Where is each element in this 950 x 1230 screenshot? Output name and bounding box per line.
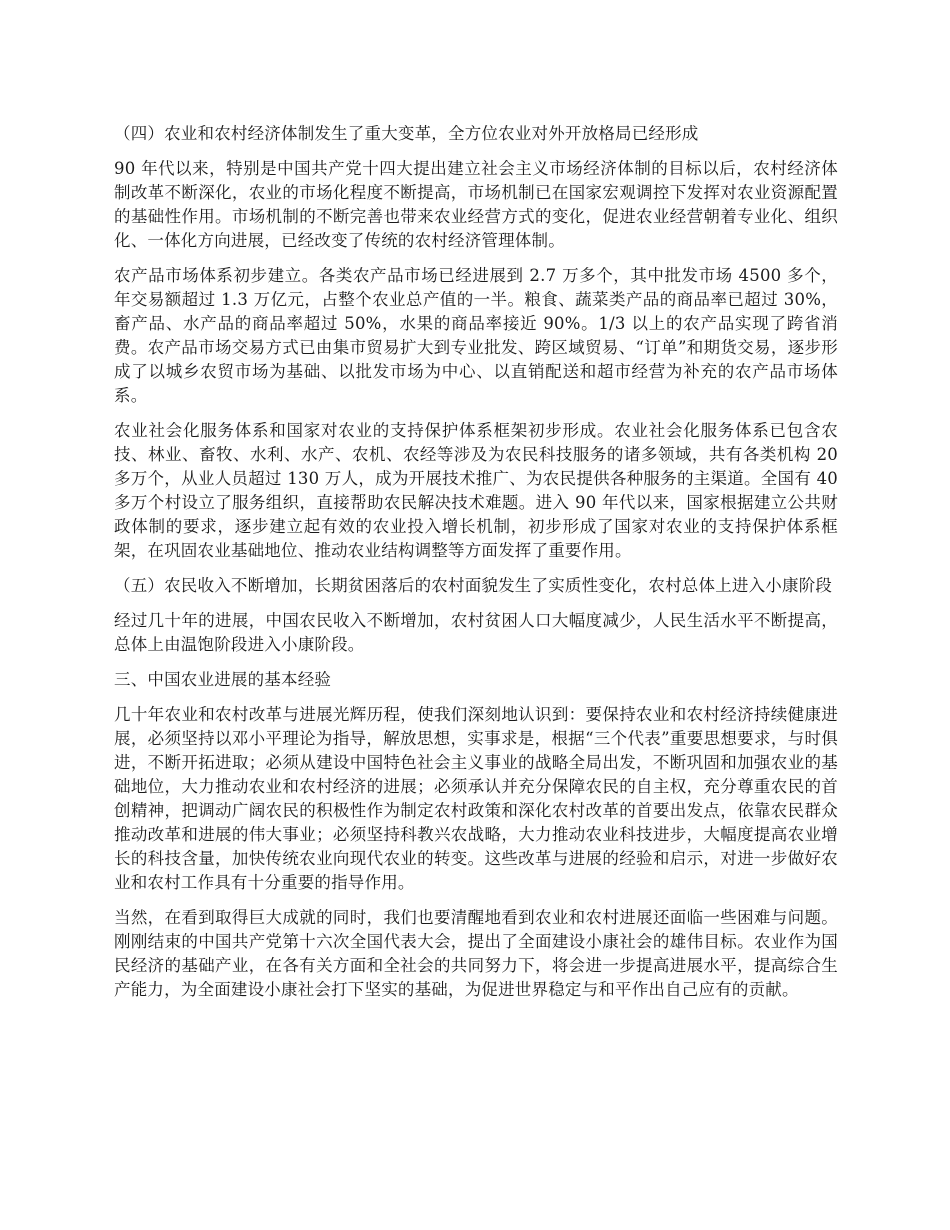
document-body [114, 122, 838, 1013]
section-heading-five: （五）农民收入不断增加，长期贫困落后的农村面貌发生了实质性变化，农村总体上进入小康阶段 [114, 576, 833, 595]
section-heading-basic-experience: 三、中国农业进展的基本经验 [114, 670, 332, 689]
paragraph-conclusion: 当然，在看到取得巨大成就的同时，我们也要清醒地看到农业和农村进展还面临一些困难与问题。刚刚结束的中国共产党第十六次全国代表大会，提出了全面建设小康社会的雄伟目标。农业作为国民经济的基础产业，在各有关方面和全社会的共同努力下，将会进一步提高进展水平，提高综合生产能力，为全面建设小康社会打下坚实的基础，为促进世界稳定与和平作出自己应有的贡献。 [114, 908, 838, 999]
paragraph-experience-lessons: 几十年农业和农村改革与进展光辉历程，使我们深刻地认识到：要保持农业和农村经济持续健康进展，必须坚持以邓小平理论为指导，解放思想，实事求是，根据“三个代表”重要思想要求，与时俱进，不断开拓进取；必须从建设中国特色社会主义事业的战略全局出发，不断巩固和加强农业的基础地位，大力推动农业和农村经济的进展；必须承认并充分保障农民的自主权，充分尊重农民的首创精神，把调动广阔农民的积极性作为制定农村政策和深化农村改革的首要出发点，依靠农民群众推动改革和进展的伟大事业；必须坚持科教兴农战略，大力推动农业科技进步，大幅度提高农业增长的科技含量，加快传统农业向现代农业的转变。这些改革与进展的经验和启示，对进一步做好农业和农村工作具有十分重要的指导作用。 [114, 705, 838, 892]
section-heading-four: （四）农业和农村经济体制发生了重大变革，全方位农业对外开放格局已经形成 [114, 124, 699, 143]
paragraph-farmer-income: 经过几十年的进展，中国农民收入不断增加，农村贫困人口大幅度减少，人民生活水平不断提高，总体上由温饱阶段进入小康阶段。 [114, 611, 838, 654]
paragraph-market-economy-reform: 90 年代以来，特别是中国共产党十四大提出建立社会主义市场经济体制的目标以后，农村经济体制改革不断深化，农业的市场化程度不断提高，市场机制已在国家宏观调控下发挥对农业资源配置的基础性作用。市场机制的不断完善也带来农业经营方式的变化，促进农业经营朝着专业化、组织化、一体化方向进展，已经改变了传统的农村经济管理体制。 [114, 159, 838, 250]
paragraph-socialized-service-system: 农业社会化服务体系和国家对农业的支持保护体系框架初步形成。农业社会化服务体系已包含农技、林业、畜牧、水利、水产、农机、农经等涉及为农民科技服务的诸多领域，共有各类机构 20 多万个，从业人员超过 130 万人，成为开展技术推广、为农民提供各种服务的主渠道。全国有 40 多万个村设立了服务组织，直接帮助农民解决技术难题。进入 90 年代以来，国家根据建立公共财政体制的要求，逐步建立起有效的农业投入增长机制，初步形成了国家对农业的支持保护体系框架，在巩固农业基础地位、推动农业结构调整等方面发挥了重要作用。 [114, 421, 838, 560]
paragraph-agricultural-market-system: 农产品市场体系初步建立。各类农产品市场已经进展到 2.7 万多个，其中批发市场 4500 多个，年交易额超过 1.3 万亿元，占整个农业总产值的一半。粮食、蔬菜类产品的商品率已超过 30%，畜产品、水产品的商品率超过 50%，水果的商品率接近 90%。1/3 以上的农产品实现了跨省消费。农产品市场交易方式已由集市贸易扩大到专业批发、跨区域贸易、“订单”和期货交易，逐步形成了以城乡农贸市场为基础、以批发市场为中心、以直销配送和超市经营为补充的农产品市场体系。 [114, 266, 838, 405]
